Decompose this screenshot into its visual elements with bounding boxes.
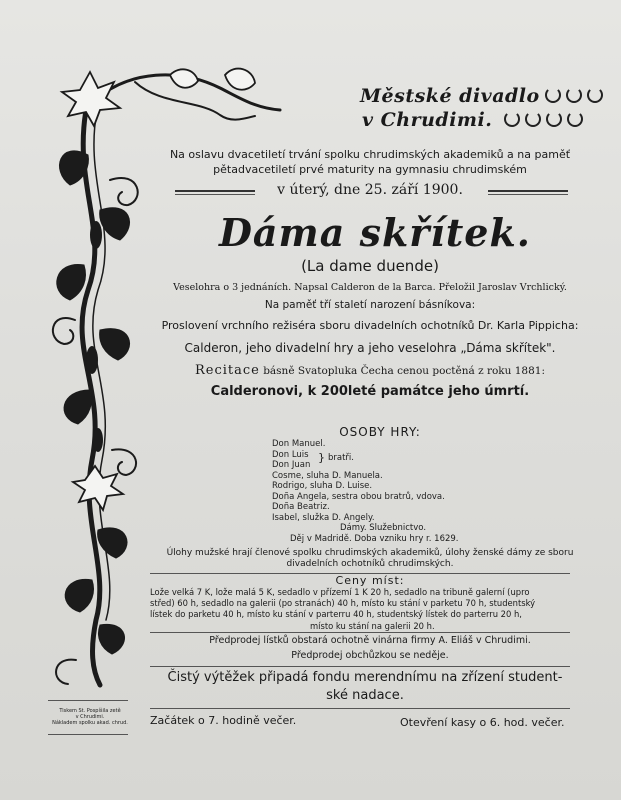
roles-note-line-1: Úlohy mužské hrají členové spolku chrudimských akademiků, úlohy ženské dámy ze sboru — [166, 548, 574, 558]
play-subtitle: (La dame duende) — [301, 257, 439, 275]
box-office-time: Otevření kasy o 6. hod. večer. — [400, 716, 565, 729]
price-line: střed) 60 h, sedadlo na galerii (po stranách) 40 h, místo ku stání v parketu 70 h, studentský — [150, 598, 536, 609]
proceeds-line-2: ské nadace. — [326, 688, 404, 703]
price-line: lístek do parketu 40 h, místo ku stání v parterru 40 h, studentský lístek do parterru 20 h, — [150, 609, 522, 620]
recital-line — [150, 363, 590, 378]
printer-line: Tiskem St. Pospíšila zetě — [59, 708, 121, 714]
cast-member: Rodrigo, sluha D. Luise. — [272, 481, 373, 491]
divider — [150, 632, 570, 633]
brothers-brace: } — [318, 451, 325, 464]
divider — [150, 666, 570, 667]
cast-member: Doña Angela, sestra obou bratrů, vdova. — [272, 491, 445, 502]
date-rule-left — [175, 190, 255, 192]
theatre-city — [362, 109, 583, 131]
cast-list — [272, 439, 445, 523]
swirl-icon — [587, 87, 603, 103]
prices-list — [150, 587, 575, 632]
occasion-line-2: pětadvacetiletí prvé maturity na gymnasiu chrudimském — [213, 163, 527, 176]
start-time: Začátek o 7. hodině večer. — [150, 714, 297, 727]
printer-line: v Chrudimi. — [75, 714, 105, 720]
swirl-icon — [546, 111, 562, 127]
recital-word: Recitace — [194, 363, 260, 378]
brothers-note: bratři. — [328, 453, 354, 463]
cast-heading: OSOBY HRY: — [339, 425, 421, 439]
cast-member: Don Manuel. — [272, 439, 326, 449]
cast-member: Doña Beatriz. — [272, 502, 330, 512]
printer-imprint — [40, 708, 140, 726]
play-title: Dáma skřítek. — [218, 210, 532, 255]
theatre-city-text: v Chrudimi. — [362, 109, 493, 131]
cast-member: Don Juan — [272, 460, 311, 470]
printer-line: Nákladem spolku akad. chrud. — [52, 720, 128, 726]
presale-line-2: Předprodej obchůzkou se neděje. — [291, 650, 449, 661]
divider — [150, 708, 570, 709]
presale-line-1: Předprodej lístků obstará ochotně vinárna firmy A. Eliáš v Chrudimi. — [209, 635, 531, 646]
performance-date: v úterý, dne 25. září 1900. — [277, 182, 463, 198]
imprint-rule-bottom — [48, 734, 128, 735]
theatre-name — [360, 85, 603, 107]
cast-member: Don Luis — [272, 449, 309, 460]
lecture-title: Calderon, jeho divadelní hry a jeho veselohra „Dáma skřítek". — [184, 341, 556, 355]
occasion-line-1: Na oslavu dvacetiletí trvání spolku chrudimských akademiků a na paměť — [169, 148, 571, 161]
swirl-icon — [525, 111, 541, 127]
recital-rest: básně Svatopluka Čecha cenou poctěná z roku 1881: — [263, 365, 546, 377]
cast-member: Cosme, sluha D. Manuela. — [272, 470, 383, 481]
date-rule-right — [488, 190, 568, 192]
poem-title: Calderonovi, k 200leté památce jeho úmrtí. — [210, 384, 530, 399]
memorial-line: Na paměť tří staletí narození básníkova: — [264, 299, 476, 311]
price-line: místo ku stání na galerii 20 h. — [310, 620, 435, 631]
theatre-name-text: Městské divadlo — [360, 85, 540, 107]
lecture-intro: Proslovení vrchního režiséra sboru divadelních ochotníků Dr. Karla Pippicha: — [161, 319, 579, 332]
swirl-icon — [566, 87, 582, 103]
play-description: Veselohra o 3 jednáních. Napsal Calderon de la Barca. Přeložil Jaroslav Vrchlický. — [173, 282, 567, 293]
date-rule-right-thin — [488, 194, 568, 195]
servants-line: Dámy. Služebnictvo. — [340, 523, 427, 533]
cast-member: Isabel, služka D. Angely. — [272, 512, 375, 523]
prices-heading: Ceny míst: — [335, 574, 405, 587]
setting-line: Děj v Madridě. Doba vzniku hry r. 1629. — [290, 534, 459, 544]
imprint-rule-top — [48, 700, 128, 701]
roles-note-line-2: divadelních ochotníků chrudimských. — [286, 559, 454, 569]
swirl-icon — [545, 87, 561, 103]
price-line: Lože velká 7 K, lože malá 5 K, sedadlo v přízemí 1 K 20 h, sedadlo na tribuně galerní (upro — [150, 587, 530, 597]
date-rule-left-thin — [175, 194, 255, 195]
swirl-icon — [504, 111, 520, 127]
proceeds-line-1: Čistý výtěžek připadá fondu merendnímu na zřízení student- — [167, 670, 563, 685]
swirl-icon — [567, 111, 583, 127]
